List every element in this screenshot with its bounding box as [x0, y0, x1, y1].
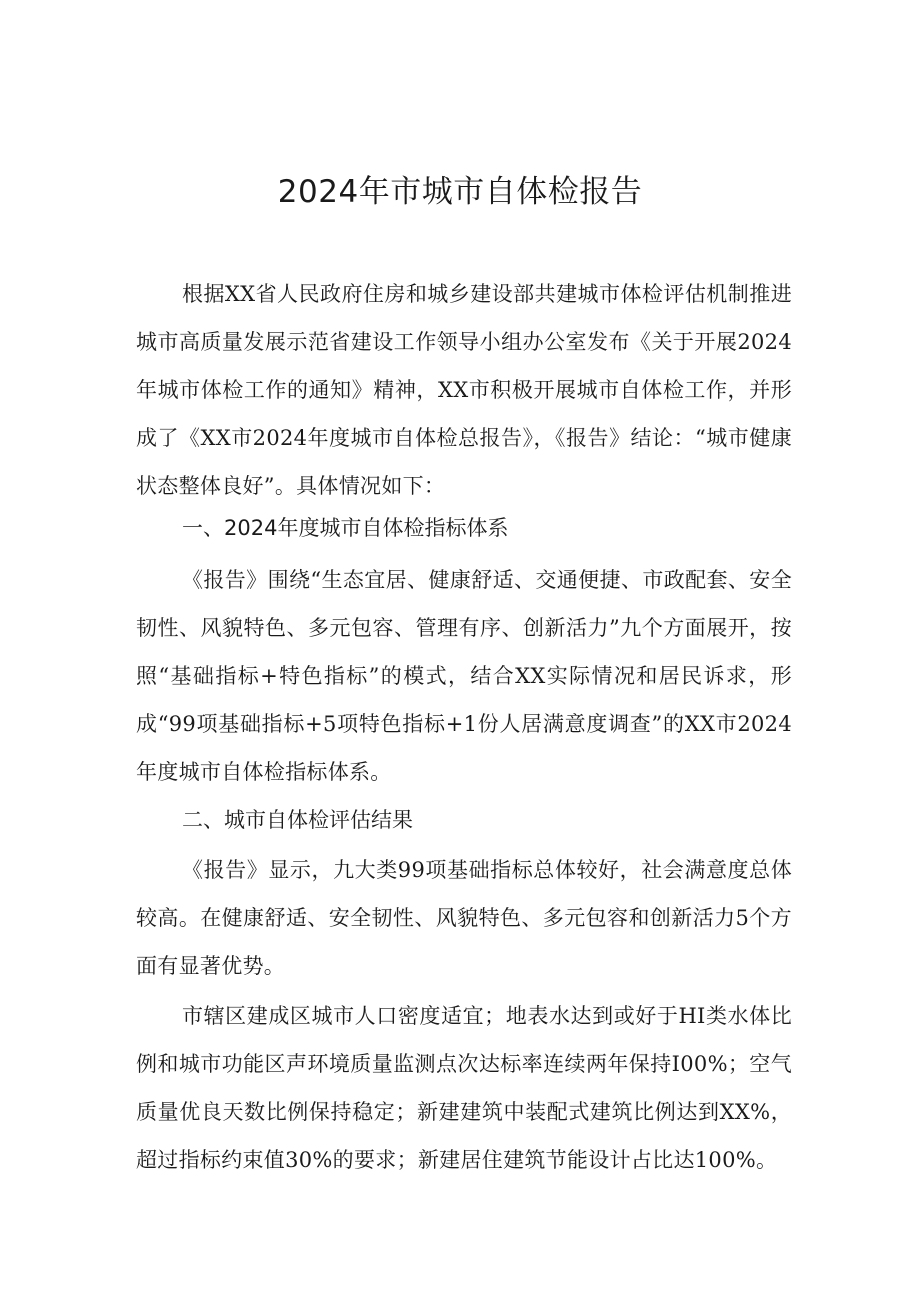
section-heading-evaluation-results: 二、城市自体检评估结果	[182, 808, 413, 832]
intro-paragraph: 根据XX省人民政府住房和城乡建设部共建城市体检评估机制推进城市高质量发展示范省建设工作领导小组办公室发布《关于开展2024年城市体检工作的通知》精神，XX市积极开展城市自体检工作，并形成了《XX市2024年度城市自体检总报告》，《报告》结论：“城市健康状态整体良好”。具体情况如下：	[136, 282, 792, 498]
document-title: 2024年市城市自体检报告	[277, 174, 643, 210]
evaluation-details-paragraph: 市辖区建成区城市人口密度适宜；地表水达到或好于HI类水体比例和城市功能区声环境质量监测点次达标率连续两年保持I00%；空气质量优良天数比例保持稳定；新建建筑中装配式建筑比例达到XX%，超过指标约束值30%的要求；新建居住建筑节能设计占比达100%。	[136, 1004, 792, 1172]
indicator-system-paragraph: 《报告》围绕“生态宜居、健康舒适、交通便捷、市政配套、安全韧性、风貌特色、多元包容、管理有序、创新活力”九个方面展开，按照“基础指标+特色指标”的模式，结合XX实际情况和居民诉求，形成“99项基础指标+5项特色指标+1份人居满意度调查”的XX市2024年度城市自体检指标体系。	[136, 568, 792, 784]
section-heading-indicator-system: 一、2024年度城市自体检指标体系	[182, 516, 509, 540]
evaluation-summary-paragraph: 《报告》显示，九大类99项基础指标总体较好，社会满意度总体较高。在健康舒适、安全韧性、风貌特色、多元包容和创新活力5个方面有显著优势。	[136, 858, 792, 978]
